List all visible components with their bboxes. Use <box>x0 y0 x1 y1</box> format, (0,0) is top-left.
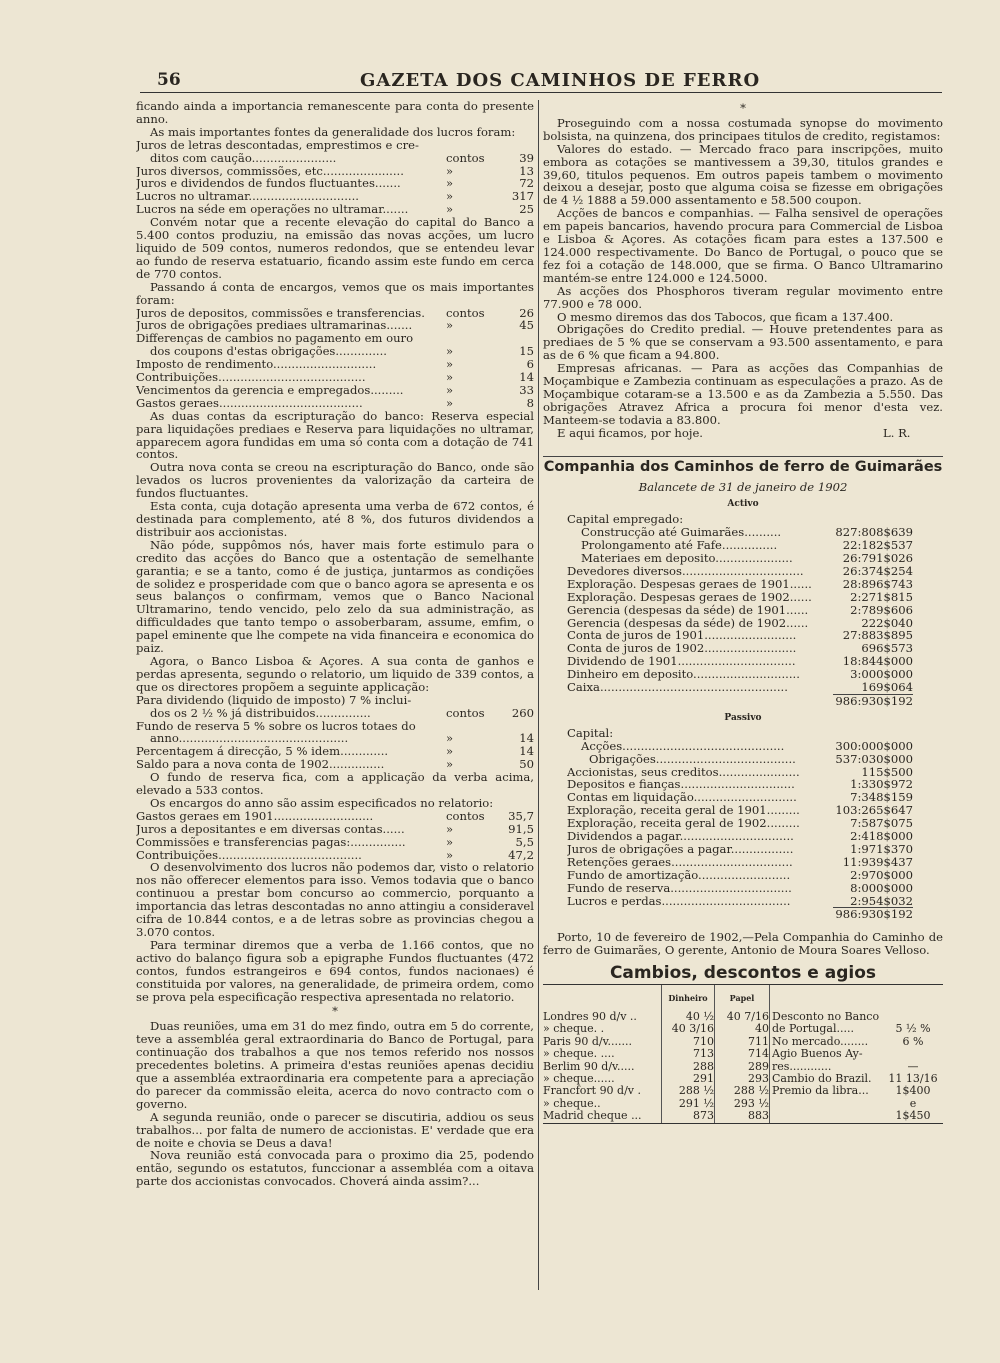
dinheiro-cell: 713 <box>693 1048 714 1061</box>
place-cell: » cheque...... <box>543 1073 615 1086</box>
discount-value-cell <box>884 1011 942 1023</box>
row-value: 15 <box>519 344 534 359</box>
list-row <box>136 720 534 733</box>
papel-cell: 40 <box>755 1023 769 1036</box>
list-row <box>136 165 534 178</box>
account-label: Fundo de amortização......................... <box>567 868 791 882</box>
list-row <box>136 732 534 745</box>
list-row <box>136 332 534 345</box>
account-label: Prolongamento até Fafe............... <box>581 539 778 552</box>
discount-label-cell: No mercado........ <box>772 1035 869 1048</box>
place-cell: » cheque. .... <box>543 1048 615 1061</box>
account-label: Exploração, receita geral de 1901......... <box>567 804 800 818</box>
row-unit: » <box>446 395 454 410</box>
list-row <box>136 358 534 371</box>
account-label: Materiaes em deposito..................... <box>581 552 793 565</box>
account-label: Exploração, receita geral de 1902......... <box>567 817 800 831</box>
paragraph: Valores do estado. — Mercado fraco para inscripções, muito embora as cotações se mantivessem a 39,30, titulos grandes e 39,60, titulos pequenos. Em outros papeis tambem o movimento deixou a desejar, posto que alguma coisa se fizesse em obrigações de 4 ½ 1888 a 59.000 assentamento e 58.500 coupon. <box>543 141 943 208</box>
list-row <box>136 694 534 707</box>
account-amount: 169$064 <box>861 680 913 695</box>
row-label: Vencimentos da gerencia e empregados......... <box>136 383 404 397</box>
account-amount: 27:883$895 <box>842 628 913 643</box>
account-label: Construcção até Guimarães.......... <box>581 526 782 540</box>
place-cell: Berlim 90 d/v..... <box>543 1060 635 1073</box>
account-row <box>567 856 913 869</box>
papel-column <box>714 985 769 1123</box>
places-column <box>543 985 661 1123</box>
account-label: Juros de obrigações a pagar................. <box>567 842 794 856</box>
row-value: 6 <box>526 357 534 372</box>
row-unit: » <box>446 370 454 385</box>
account-label: Caixa................................................... <box>567 681 788 694</box>
passivo-heading: Passivo <box>724 712 762 723</box>
account-amount: 103:265$647 <box>835 803 913 818</box>
balance-sheet-closing: Porto, 10 de fevereiro de 1902,—Pela Companhia do Caminho de ferro de Guimarães, O gerente, Antonio de Moura Soares Velloso. <box>543 930 943 958</box>
row-value: 72 <box>519 176 534 191</box>
balance-sheet <box>543 456 943 958</box>
right-column <box>543 100 943 1124</box>
exchange-table <box>543 984 943 1124</box>
account-row <box>567 869 913 882</box>
list-row <box>136 384 534 397</box>
dinheiro-header: Dinheiro <box>668 993 708 1004</box>
account-amount: 222$040 <box>861 615 913 630</box>
discount-value-cell: — <box>907 1060 919 1073</box>
account-label: Exploração. Despesas geraes de 1901...... <box>567 577 812 591</box>
left-column <box>136 100 534 1188</box>
row-unit: » <box>446 357 454 372</box>
expenses-list <box>136 810 534 862</box>
account-amount: 115$500 <box>861 764 913 779</box>
paragraph: Empresas africanas. — Para as acções das Companhias de Moçambique e Zambezia continuam as especulações a prazo. As de Moçambique cotaram-se a 13.500 e as da Zambezia a 5.550. Das obrigações Atravez Africa a procura foi menor d'esta vez. Manteem-se todavia a 83.800. <box>543 361 943 427</box>
discount-value-cell: 1$400 <box>895 1085 931 1098</box>
row-label: Juros diversos, commissões, etc...................... <box>136 164 404 178</box>
dinheiro-cell: 40 ½ <box>685 1011 714 1024</box>
account-amount: 7:587$075 <box>850 816 913 831</box>
row-label: Percentagem á direcção, 5 % idem............. <box>136 745 389 759</box>
discount-value-cell: 6 % <box>902 1035 924 1048</box>
list-row <box>136 745 534 758</box>
row-unit: » <box>446 757 454 772</box>
place-cell: Londres 90 d/v .. <box>543 1011 637 1024</box>
row-label: Commissões e transferencias pagas:............... <box>136 835 406 849</box>
row-unit: » <box>446 202 454 217</box>
account-row <box>567 882 913 895</box>
passivo-list <box>543 727 943 908</box>
account-row <box>567 727 913 740</box>
dinheiro-cell: 288 ½ <box>678 1085 714 1098</box>
row-label: Para dividendo (liquido de imposto) 7 % inclui- <box>136 693 412 707</box>
place-cell: Madrid cheque ... <box>543 1110 642 1123</box>
account-row <box>567 843 913 856</box>
row-label: ditos com caução....................... <box>150 151 337 165</box>
account-label: Capital: <box>567 726 614 740</box>
row-unit: » <box>446 176 454 191</box>
paragraph: O desenvolvimento dos lucros não podemos dar, visto o relatorio nos não offerecer elementos para isso. Vemos todavia que o banco continuou a prestar bom concurso ao commercio, porquanto a importancia das letras descontadas no anno attingiu a consideravel cifra de 10.844 contos, e a de letras sobre as provincias chegou a 3.070 contos. <box>136 860 534 939</box>
row-value: 35,7 <box>508 808 534 823</box>
application-list <box>136 694 534 771</box>
account-amount <box>831 727 913 740</box>
dinheiro-column <box>661 985 714 1123</box>
row-unit: contos <box>446 150 485 165</box>
row-unit <box>446 139 504 152</box>
row-value: 45 <box>519 318 534 333</box>
section-separator: * <box>332 1004 338 1019</box>
paragraph: Acções de bancos e companhias. — Falha sensivel de operações em papeis bancarios, havendo procura para Commercial de Lisboa e Lisboa & Açores. As cotações ficam para estes a 137.500 e 124.000 respectivamente. Do Banco de Portugal, o pouco que se fez foi a cotação de 148.000, que se firma. O Banco Ultramarino mantém-se entre 124.000 e 124.5000. <box>543 206 943 285</box>
row-label: Lucros na séde em operações no ultramar....... <box>136 203 409 217</box>
account-row <box>567 552 913 565</box>
row-value: 14 <box>519 731 534 746</box>
account-label: Conta de juros de 1901......................... <box>567 629 797 643</box>
account-label: Accionistas, seus creditos...................... <box>567 765 800 779</box>
row-unit: » <box>446 382 454 397</box>
page-number: 56 <box>157 70 181 90</box>
dinheiro-cell: 291 ½ <box>678 1097 714 1110</box>
row-label: Juros e dividendos de fundos fluctuantes....... <box>136 177 401 191</box>
discount-label-cell: Agio Buenos Ay- <box>772 1048 863 1061</box>
row-value: 14 <box>519 370 534 385</box>
row-unit <box>446 694 504 707</box>
paragraph: O fundo de reserva fica, com a applicação da verba acima, elevado a 533 contos. <box>136 770 534 798</box>
papel-cell: 289 <box>748 1060 769 1073</box>
row-value <box>504 139 534 152</box>
row-value: 39 <box>519 150 534 165</box>
row-unit: » <box>446 344 454 359</box>
row-value <box>504 694 534 707</box>
list-row <box>136 810 534 823</box>
row-label: dos os 2 ½ % já distribuidos............... <box>150 706 371 720</box>
dinheiro-cell: 873 <box>693 1110 714 1123</box>
row-value: 13 <box>519 163 534 178</box>
row-value: 26 <box>519 305 534 320</box>
account-label: Capital empregado: <box>567 513 684 527</box>
papel-cell: 711 <box>748 1035 769 1048</box>
row-value: 91,5 <box>508 821 534 836</box>
balance-sheet-subtitle: Balancete de 31 de janeiro de 1902 <box>638 480 848 495</box>
account-label: Conta de juros de 1902......................... <box>567 642 797 656</box>
account-label: Obrigações...................................... <box>589 752 796 766</box>
column-divider <box>538 100 539 1290</box>
row-label: Contribuições........................................ <box>136 371 366 384</box>
account-label: Contas em liquidação............................ <box>567 791 797 805</box>
row-label: anno.............................................. <box>150 732 349 746</box>
activo-total: 986:930$192 <box>833 694 913 708</box>
discount-value-cell: 11 13/16 <box>888 1073 938 1086</box>
account-row <box>567 740 913 753</box>
list-row <box>136 836 534 849</box>
row-label: Saldo para a nova conta de 1902............... <box>136 758 385 772</box>
account-label: Devedores diversos................................. <box>567 564 804 578</box>
list-row <box>136 397 534 410</box>
paragraph: Convém notar que a recente elevação do capital do Banco a 5.400 contos produziu, na emissão das novas acções, um lucro liquido de 509 contos, numeros redondos, que se entendeu levar ao fundo de reserva estatuario, ficando assim este fundo em cerca de 770 contos. <box>136 215 534 281</box>
income-list <box>136 139 534 216</box>
activo-list <box>543 513 943 694</box>
row-unit: contos <box>446 808 485 823</box>
list-row <box>136 345 534 358</box>
account-amount: 2:789$606 <box>850 602 913 617</box>
account-amount: 11:939$437 <box>842 854 913 869</box>
discount-label-cell: Desconto no Banco <box>772 1011 880 1024</box>
account-amount: 696$573 <box>861 641 913 656</box>
row-unit <box>446 332 504 345</box>
running-title: GAZETA DOS CAMINHOS DE FERRO <box>360 70 761 91</box>
list-row <box>136 177 534 190</box>
account-amount: 537:030$000 <box>835 751 913 766</box>
account-amount: 2:418$000 <box>850 829 913 844</box>
list-row <box>136 707 534 720</box>
account-label: Gerencia (despesas da séde) de 1901...... <box>567 603 809 617</box>
sign-off <box>543 427 943 440</box>
row-unit <box>446 720 504 733</box>
dinheiro-cell: 291 <box>693 1073 714 1086</box>
row-label: Juros de letras descontadas, emprestimos e cre- <box>136 138 419 152</box>
paragraph: O mesmo diremos das dos Tabocos, que ficam a 137.400. <box>557 309 894 324</box>
paragraph: As duas contas da escripturação do banco: Reserva especial para liquidações prediaes e Reserva para liquidações no ultramar, apparecem agora fundidas em uma só conta com a dotação de 741 contos. <box>136 408 534 462</box>
row-value: 50 <box>519 757 534 772</box>
exchange-rates <box>543 963 943 1123</box>
discount-value-cell: e <box>909 1097 917 1110</box>
account-amount: 7:348$159 <box>850 790 913 805</box>
row-unit: contos <box>446 705 485 720</box>
account-label: Retenções geraes................................. <box>567 855 793 869</box>
paragraph: ficando ainda a importancia remanescente para conta do presente anno. <box>136 99 534 126</box>
row-unit: » <box>446 318 454 333</box>
paragraph: A segunda reunião, onde o parecer se discutiria, addiou os seus trabalhos... por falta de numero de accionistas. E' verdade que era de noite e chovia se Deus a dava! <box>136 1109 534 1150</box>
row-label: dos coupons d'estas obrigações.............. <box>150 345 387 359</box>
row-label: Lucros no ultramar.............................. <box>136 190 359 204</box>
papel-cell: 293 ½ <box>733 1097 769 1110</box>
row-value: 25 <box>519 202 534 217</box>
row-label: Gastos geraes em 1901........................... <box>136 809 374 823</box>
row-value: 317 <box>511 189 534 204</box>
place-cell: » cheque. . <box>543 1023 605 1036</box>
header-rule <box>140 92 942 93</box>
row-label: Fundo de reserva 5 % sobre os lucros totaes do <box>136 719 416 733</box>
paragraph: Duas reuniões, uma em 31 do mez findo, outra em 5 do corrente, teve a assembléa geral extraordinaria do Banco de Portugal, para continuação dos trabalhos a que nos temos referido nos nossos precedentes boletins. A primeira d'estas reuniões apenas decidiu que a assembléa extraordinaria era competente para a apreciação do parecer da commissão eleita, acerca do novo contracto com o governo. <box>136 1019 534 1111</box>
row-unit: contos <box>446 305 485 320</box>
row-unit: » <box>446 189 454 204</box>
account-amount: 827:808$639 <box>835 525 913 540</box>
account-amount: 18:844$000 <box>842 654 913 669</box>
row-value: 5,5 <box>515 834 534 849</box>
account-label: Depositos e fianças............................... <box>567 778 795 792</box>
list-row <box>136 823 534 836</box>
dinheiro-cell: 40 3/16 <box>671 1023 714 1036</box>
row-value: 260 <box>511 705 534 720</box>
list-row <box>136 319 534 332</box>
place-cell: Paris 90 d/v....... <box>543 1035 633 1048</box>
list-row <box>136 371 534 384</box>
row-unit: » <box>446 744 454 759</box>
list-row <box>136 190 534 203</box>
row-label: Juros de obrigações prediaes ultramarinas....... <box>136 319 413 333</box>
account-label: Dividendo de 1901................................ <box>567 655 796 669</box>
papel-header: Papel <box>729 993 755 1004</box>
account-row <box>567 604 913 617</box>
row-unit: » <box>446 847 454 862</box>
account-row <box>567 830 913 843</box>
account-amount: 26:374$254 <box>842 563 913 578</box>
account-label: Exploração. Despesas geraes de 1902...... <box>567 590 812 604</box>
paragraph: As mais importantes fontes da generalidade dos lucros foram: <box>150 124 516 139</box>
charges-list <box>136 307 534 410</box>
discount-label-cell: Cambio do Brazil. <box>772 1073 872 1086</box>
paragraph: Obrigações do Credito predial. — Houve pretendentes para as prediaes de 5 % que se conservam a 93.500 assentamento, e para as de 6 % que ficam a 94.800. <box>543 322 943 363</box>
row-label: Juros a depositantes e em diversas contas...... <box>136 822 405 836</box>
row-unit: » <box>446 163 454 178</box>
account-row <box>567 753 913 766</box>
account-amount: 1:330$972 <box>850 777 913 792</box>
row-unit: » <box>446 834 454 849</box>
row-value: 14 <box>519 744 534 759</box>
account-row <box>567 591 913 604</box>
exchange-rates-title: Cambios, descontos e agios <box>609 963 877 984</box>
paragraph: Agora, o Banco Lisboa & Açores. A sua conta de ganhos e perdas apresenta, segundo o relatorio, um liquido de 339 contos, a que os directores propõem a seguinte applicação: <box>136 653 534 694</box>
row-unit: » <box>446 821 454 836</box>
row-value: 33 <box>519 382 534 397</box>
account-label: Acções............................................ <box>581 739 785 753</box>
paragraph: Outra nova conta se creou na escripturação do Banco, onde são levados os lucros provenientes da valorização da carteira de fundos fluctuantes. <box>136 460 534 501</box>
sign-off-text: E aqui ficamos, por hoje. <box>557 426 703 440</box>
account-label: Gerencia (despesas da séde) de 1902...... <box>567 616 809 630</box>
discount-value-cell: 1$450 <box>895 1110 931 1123</box>
paragraph: As acções dos Phosphoros tiveram regular movimento entre 77.900 e 78 000. <box>543 283 943 311</box>
discount-value-cell: 5 ½ % <box>895 1023 931 1036</box>
account-amount: 3:000$000 <box>850 667 913 682</box>
paragraph: Não póde, suppômos nós, haver mais forte estimulo para o credito das acções do Banco que a ostentação de semelhante garantia; e se a tanto, como é de justiça, juntarmos as condições de solidez e prosperidade com que o banco agora se apresenta e os seus balanços o confirmam, vemos que o Banco Nacional Ultramarino, tendo vencido, pelo zelo da sua administração, as difficuldades que tanto tempo o assoberbaram, assume, emfim, o papel eminente que lhe compete na vida financeira e economica do paiz. <box>136 537 534 656</box>
row-label: Juros de depositos, commissões e transferencias. <box>136 306 425 320</box>
activo-heading: Activo <box>727 499 759 510</box>
account-amount: 300:000$000 <box>835 738 913 753</box>
account-amount: 2:271$815 <box>850 589 913 604</box>
account-label: Dividendos a pagar............................... <box>567 830 794 843</box>
signature: L. R. <box>883 425 911 440</box>
row-unit: » <box>446 731 454 746</box>
account-row <box>567 895 913 908</box>
account-amount: 1:971$370 <box>850 841 913 856</box>
discount-label-cell: Premio da libra... <box>772 1085 869 1098</box>
row-label: Differenças de cambios no pagamento em ouro <box>136 332 414 346</box>
balance-sheet-title: Companhia dos Caminhos de ferro de Guimarães <box>543 458 943 475</box>
paragraph: Proseguindo com a nossa costumada synopse do movimento bolsista, na quinzena, dos principaes titulos de credito, registamos: <box>543 115 943 143</box>
account-label: Lucros e perdas................................... <box>567 894 791 908</box>
account-amount: 8:000$000 <box>850 880 913 895</box>
papel-cell: 40 7/16 <box>726 1011 769 1024</box>
list-row <box>136 139 534 152</box>
dinheiro-cell: 710 <box>693 1035 714 1048</box>
paragraph: Os encargos do anno são assim especificados no relatorio: <box>150 795 494 810</box>
account-row <box>567 681 913 694</box>
row-label: Imposto de rendimento............................ <box>136 358 377 372</box>
discount-label-cell <box>772 1098 882 1110</box>
list-row <box>136 307 534 320</box>
paragraph: Nova reunião está convocada para o proximo dia 25, podendo então, segundo os estatutos, funccionar a assembléa com a oitava parte dos accionistas convocados. Choverá ainda assim?... <box>136 1148 534 1189</box>
account-label: Dinheiro em deposito............................. <box>567 668 800 682</box>
account-amount: 2:954$032 <box>850 893 913 908</box>
paragraph: Passando á conta de encargos, vemos que os mais importantes foram: <box>136 279 534 307</box>
discount-labels-column <box>769 985 882 1123</box>
account-row <box>567 578 913 591</box>
place-cell: » cheque.. <box>543 1097 601 1110</box>
account-row <box>567 565 913 578</box>
papel-cell: 714 <box>748 1048 769 1061</box>
paragraph: Esta conta, cuja dotação apresenta uma verba de 672 contos, é destinada para complemento, até 8 %, dos futuros dividendos a distribuir aos accionistas. <box>136 499 534 539</box>
row-label: Contribuições....................................... <box>136 848 362 862</box>
discount-value-cell <box>884 1048 942 1060</box>
account-amount: 22:182$537 <box>842 538 913 553</box>
papel-cell: 288 ½ <box>733 1085 769 1098</box>
dinheiro-cell: 288 <box>693 1060 714 1073</box>
papel-cell: 293 <box>748 1073 769 1086</box>
paragraph: Para terminar diremos que a verba de 1.166 contos, que no activo do balanço figura sob a epigraphe Fundos fluctuantes (472 contos, fundos estrangeiros e 694 contos, fundos nacionaes) é constituida por valores, na generalidade, de primeira ordem, como se prova pela especificação respectiva apresentada no relatorio. <box>136 937 534 1004</box>
place-cell: Francfort 90 d/v . <box>543 1085 642 1098</box>
list-row <box>136 152 534 165</box>
discount-values-column <box>882 985 942 1123</box>
row-value: 47,2 <box>508 847 534 862</box>
row-value: 8 <box>526 395 534 410</box>
section-separator: * <box>740 101 746 115</box>
account-amount: 2:970$000 <box>850 867 913 882</box>
discount-label-cell <box>772 1110 882 1122</box>
row-label: Gastos geraes....................................... <box>136 396 363 410</box>
passivo-total: 986:930$192 <box>833 907 913 921</box>
account-amount: 26:791$026 <box>842 551 913 565</box>
discount-label-cell: res............ <box>772 1060 832 1073</box>
papel-cell: 883 <box>748 1110 769 1123</box>
account-amount: 28:896$743 <box>842 576 913 591</box>
discount-label-cell: de Portugal..... <box>772 1023 854 1036</box>
account-label: Fundo de reserva................................. <box>567 881 792 895</box>
